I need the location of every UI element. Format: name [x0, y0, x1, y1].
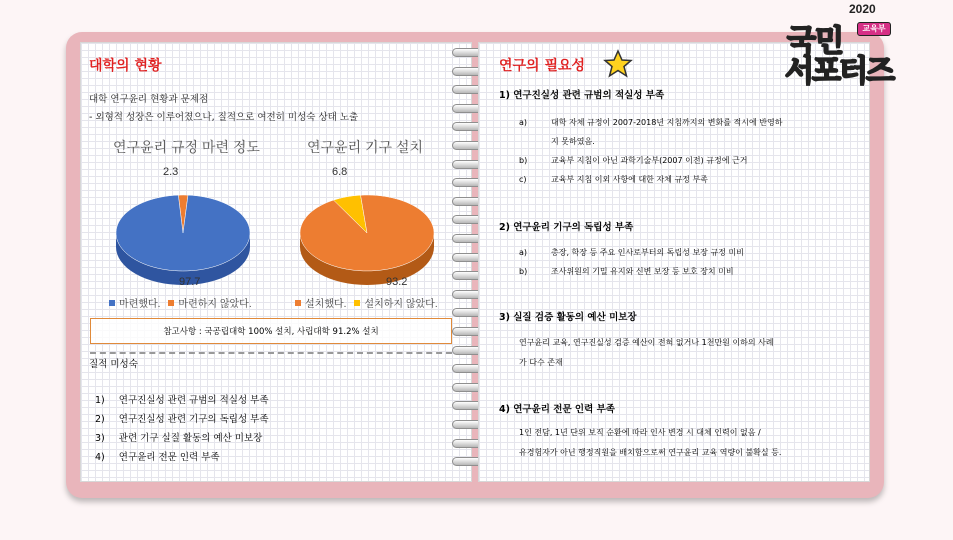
- section-2-items: [519, 243, 744, 281]
- legend1-item-2: 마련하지 않았다.: [178, 299, 252, 310]
- chart1-title: 연구윤리 규정 마련 정도: [113, 139, 260, 155]
- legend-swatch-orange: [295, 300, 301, 306]
- chart1-small-label: 2.3: [163, 166, 179, 178]
- section-4-heading: 4) 연구윤리 전문 인력 부족: [499, 404, 615, 415]
- legend2-item-1: 설치했다.: [305, 299, 347, 310]
- list-item: b) 교육부 지침이 아닌 과학기술부(2007 이전) 규정에 근거: [519, 156, 748, 165]
- section-1-items: [519, 113, 782, 189]
- legend-swatch-yellow: [354, 300, 360, 306]
- legend2-item-2: 설치하지 않았다.: [364, 299, 438, 310]
- logo-line1: 국민: [787, 24, 843, 59]
- star-icon: [603, 49, 633, 79]
- section-4-paragraph: 1인 전담, 1년 단위 보직 순환에 따라 인사 변경 시 대체 인력이 없음 / 유경험자가 아닌 행정직원을 배치함으로써 연구윤리 교육 역량이 불확실 등.: [519, 428, 782, 457]
- chart2-title: 연구윤리 기구 설치: [307, 139, 423, 155]
- list-item: a) 총장, 학장 등 주요 인사로부터의 독립성 보장 규정 미비: [519, 248, 744, 257]
- note-box: 참고사항 : 국공립대학 100% 설치, 사립대학 91.2% 설치: [90, 318, 452, 344]
- chart1-big-label: 97.7: [179, 276, 201, 288]
- list-item: 1) 연구진실성 관련 규범의 적실성 부족: [95, 395, 269, 406]
- immature-list: [95, 391, 269, 467]
- logo-line2: 서포터즈: [785, 54, 893, 89]
- list-item: b) 조사위원의 기밀 유지와 신변 보장 등 보호 장치 미비: [519, 267, 734, 276]
- section-1-heading: 1) 연구진실성 관련 규범의 적실성 부족: [499, 90, 665, 101]
- list-item: 2) 연구진실성 관련 기구의 독립성 부족: [95, 414, 269, 425]
- legend-swatch-orange: [168, 300, 174, 306]
- pie-slice-installed: [300, 195, 434, 271]
- logo-year: 2020: [849, 2, 876, 16]
- right-title: 연구의 필요성: [499, 58, 586, 74]
- logo: [783, 0, 953, 90]
- list-item: 3) 관련 기구 실질 활동의 예산 미보장: [95, 433, 263, 444]
- section-2-heading: 2) 연구윤리 기구의 독립성 부족: [499, 222, 634, 233]
- legend-swatch-blue: [109, 300, 115, 306]
- left-title: 대학의 현황: [89, 58, 162, 74]
- left-subtitle: 대학 연구윤리 현황과 문제점: [89, 94, 209, 105]
- list-item: a) 대학 자체 규정이 2007-2018년 지침까지의 변화를 적시에 반영하: [519, 118, 783, 127]
- list-item: c) 교육부 지침 이외 사항에 대한 자체 규정 부족: [519, 175, 708, 184]
- logo-badge: 교육부: [857, 22, 891, 36]
- immature-title: 질적 미성숙: [89, 359, 138, 370]
- dashed-divider: [90, 352, 452, 354]
- section-3-paragraph: 연구윤리 교육, 연구진실성 검증 예산이 전혀 없거나 1천만원 이하의 사례 가 다수 존재: [519, 338, 774, 367]
- right-page: [478, 42, 870, 482]
- chart2-small-label: 6.8: [332, 166, 348, 178]
- left-page: [80, 42, 472, 482]
- chart2-legend: [295, 295, 438, 310]
- chart2-big-label: 93.2: [386, 276, 408, 288]
- chart1-legend: [109, 295, 252, 310]
- section-3-heading: 3) 실질 검증 활동의 예산 미보장: [499, 312, 637, 323]
- list-item: 4) 연구윤리 전문 인력 부족: [95, 452, 220, 463]
- left-summary: - 외형적 성장은 이루어졌으나, 질적으로 여전히 미성숙 상태 노출: [89, 112, 359, 123]
- pie-charts: [81, 161, 473, 291]
- list-item: 지 못하였음.: [551, 137, 595, 146]
- legend1-item-1: 마련했다.: [119, 299, 161, 310]
